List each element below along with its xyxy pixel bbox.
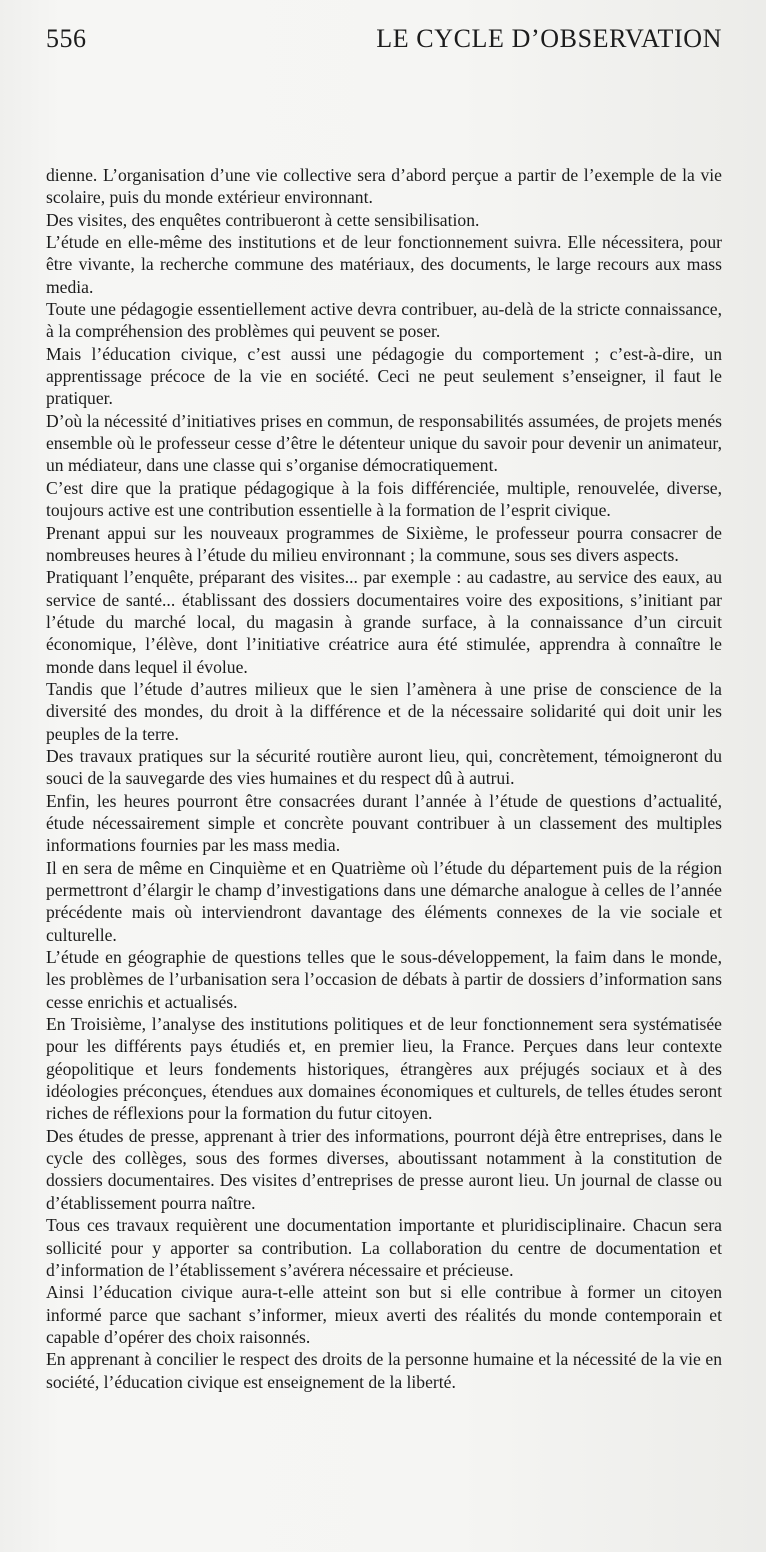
paragraph: Tandis que l’étude d’autres milieux que le sien l’amènera à une prise de conscience de la diversité des mondes, du droit à la différence et de la nécessaire solidarité qui doit unir les peuples de la terre.: [46, 678, 722, 744]
paragraph: Toute une pédagogie essentiellement active devra contribuer, au-delà de la stricte connaissance, à la compréhension des problèmes qui peuvent se poser.: [46, 299, 722, 342]
paragraph: Mais l’éducation civique, c’est aussi une pédagogie du comportement ; c’est-à-dire, un apprentissage précoce de la vie en société. Ceci ne peut seulement s’enseigner, il faut le pratiquer.: [46, 343, 722, 409]
paragraph: L’étude en elle-même des institutions et de leur fonctionnement suivra. Elle nécessitera, pour être vivante, la recherche commune des matériaux, des documents, le large recours aux mass media.: [46, 232, 722, 297]
paragraph: Des études de presse, apprenant à trier des informations, pourront déjà être entreprises, dans le cycle des collèges, sous des formes diverses, aboutissant notamment à la constitution de dossiers documentaires. Des visites d’entreprises de presse auront lieu. Un journal de classe ou d’établissement pourra naître.: [46, 1125, 722, 1213]
paragraph: Pratiquant l’enquête, préparant des visites... par exemple : au cadastre, au service des eaux, au service de santé... établissant des dossiers documentaires voire des expositions, s’initiant par l’étude du marché local, du magasin à grande surface, à la connaissance d’un circuit économique, l’élève, dont l’initiative créatrice aura été stimulée, apprendra à connaître le monde dans lequel il évolue.: [46, 567, 722, 677]
paragraph: Il en sera de même en Cinquième et en Quatrième où l’étude du département puis de la région permettront d’élargir le champ d’investigations dans une démarche analogue à celles de l’année précédente mais où interviendront davantage des éléments connexes de la vie sociale et culturelle.: [46, 857, 722, 945]
paragraph: L’étude en géographie de questions telles que le sous-développement, la faim dans le monde, les problèmes de l’urbanisation sera l’occasion de débats à partir de dossiers d’information sans cesse enrichis et actualisés.: [46, 947, 722, 1012]
paragraph: Des visites, des enquêtes contribueront à cette sensibilisation.: [46, 209, 480, 230]
page-header: [46, 24, 722, 60]
page-number: 556: [46, 24, 87, 53]
paragraph: Des travaux pratiques sur la sécurité routière auront lieu, qui, concrètement, témoigneront du souci de la sauvegarde des vies humaines et du respect dû à autrui.: [46, 745, 722, 789]
paragraph: En Troisième, l’analyse des institutions politiques et de leur fonctionnement sera systématisée pour les différents pays étudiés et, en premier lieu, la France. Perçues dans leur contexte géopolitique et leurs fondements historiques, étrangères aux préjugés sociaux et à des idéologies préconçues, étendues aux domaines économiques et culturels, de telles études seront riches de réflexions pour la formation du futur citoyen.: [46, 1014, 722, 1124]
paragraph: Tous ces travaux requièrent une documentation importante et pluridisciplinaire. Chacun sera sollicité pour y apporter sa contribution. La collaboration du centre de documentation et d’information de l’établissement s’avérera nécessaire et précieuse.: [46, 1215, 722, 1280]
body-text: [46, 164, 722, 1393]
paragraph: Ainsi l’éducation civique aura-t-elle atteint son but si elle contribue à former un citoyen informé parce que sachant s’informer, mieux averti des réalités du monde contemporain et capable d’opérer des choix raisonnés.: [46, 1282, 722, 1347]
paragraph: dienne. L’organisation d’une vie collective sera d’abord perçue a partir de l’exemple de la vie scolaire, puis du monde extérieur environnant.: [46, 165, 722, 208]
paragraph: Enfin, les heures pourront être consacrées durant l’année à l’étude de questions d’actualité, étude nécessairement simple et concrète pouvant contribuer à un classement des multiples informations fournies par les mass media.: [46, 790, 722, 856]
paragraph: En apprenant à concilier le respect des droits de la personne humaine et la nécessité de la vie en société, l’éducation civique est enseignement de la liberté.: [46, 1349, 722, 1392]
paragraph: C’est dire que la pratique pédagogique à la fois différenciée, multiple, renouvelée, diverse, toujours active est une contribution essentielle à la formation de l’esprit civique.: [46, 477, 722, 521]
paragraph: Prenant appui sur les nouveaux programmes de Sixième, le professeur pourra consacrer de nombreuses heures à l’étude du milieu environnant ; la commune, sous ses divers aspects.: [46, 522, 722, 565]
running-title: LE CYCLE D’OBSERVATION: [376, 24, 722, 53]
paragraph: D’où la nécessité d’initiatives prises en commun, de responsabilités assumées, de projets menés ensemble où le professeur cesse d’être le détenteur unique du savoir pour devenir un animateur, un médiateur, dans une classe qui s’organise démocratiquement.: [46, 410, 722, 476]
